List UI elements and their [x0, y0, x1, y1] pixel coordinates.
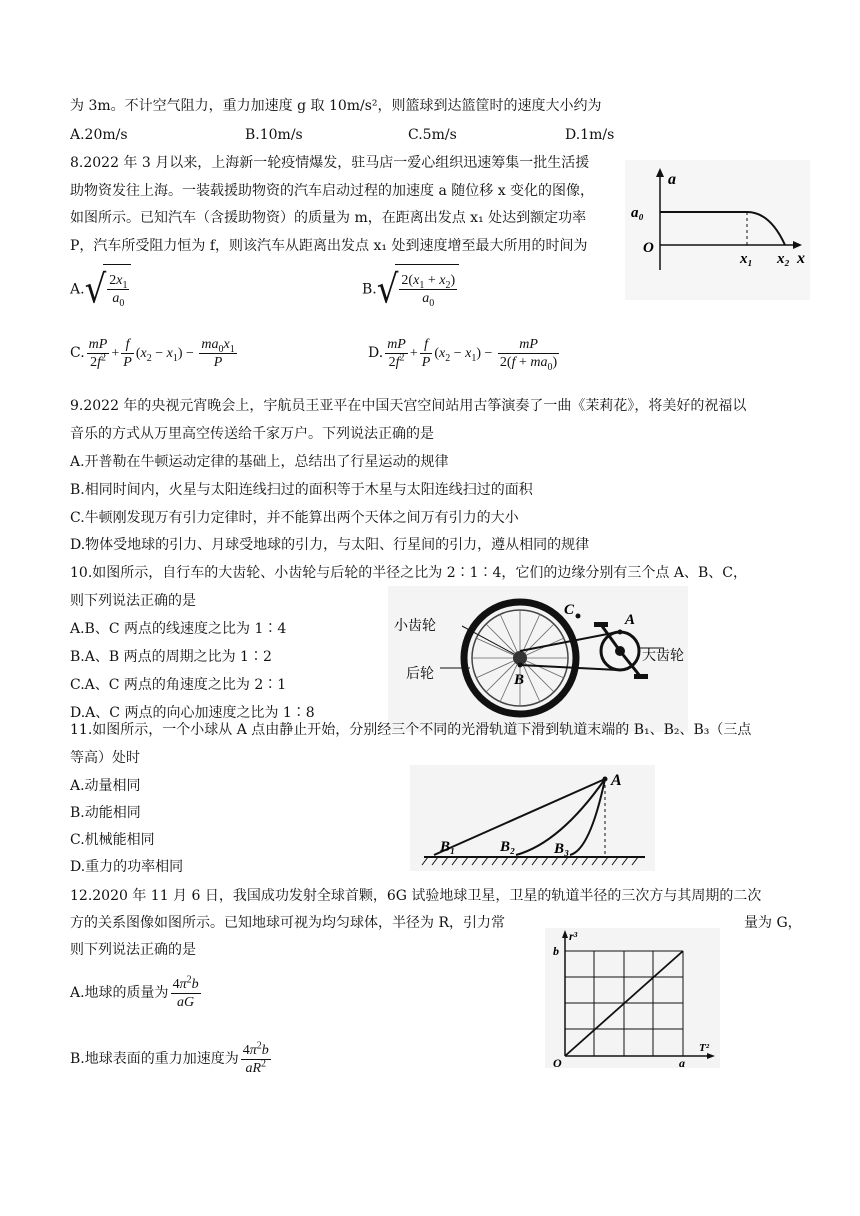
q8-formula-d: $\frac{mP}{2f^2}$ + $\frac{f}{P}$ $(x_2 - x_1)$ − $\frac{mP}{2(f + ma_0)}$ [387, 337, 558, 374]
q8-formula-a: √ $\frac{2x_1}{a_0}$ [85, 264, 132, 315]
q12-b-label: b [553, 944, 559, 958]
q10-big-gear-label: 大齿轮 [642, 649, 684, 664]
q8-x-label: x [797, 250, 805, 267]
q12-formula-a: $\frac{4\pi^2b}{aG}$ [172, 974, 199, 1011]
q12-stem-line3: 则下列说法正确的是 [70, 942, 196, 958]
q8-acceleration-graph [625, 160, 810, 300]
q8-option-a[interactable] [70, 264, 131, 314]
q7-stem: 为 3m。不计空气阻力，重力加速度 g 取 10m/s²，则篮球到达篮筐时的速度大小约为 [70, 98, 602, 114]
q7-option-c[interactable]: C.5m/s [408, 127, 457, 143]
q12-y-label: r³ [569, 929, 578, 943]
q12-stem-line1: 12.2020 年 11 月 6 日，我国成功发射全球首颗，6G 试验地球卫星，卫星的轨道半径的三次方与其周期的二次 [70, 888, 762, 904]
q8-stem-line4: P，汽车所受阻力恒为 f，则该汽车从距离出发点 x₁ 处到速度增至最大所用的时间为 [70, 238, 588, 254]
q11-option-c[interactable]: C.机械能相同 [70, 832, 155, 848]
q10-small-gear-label: 小齿轮 [394, 619, 436, 634]
q11-track-figure [410, 765, 655, 871]
q11-stem-line2: 等高）处时 [70, 750, 140, 766]
q9-stem-line1: 9.2022 年的央视元宵晚会上，宇航员王亚平在中国天宫空间站用古筝演奏了一曲《茉莉花》，将美好的祝福以 [70, 398, 747, 414]
q12-r3-t2-graph [545, 928, 720, 1068]
q10-option-c[interactable]: C.A、C 两点的角速度之比为 2∶1 [70, 677, 287, 693]
q11-label-b2: B₂ [500, 839, 516, 855]
q11-label-a: A [611, 772, 622, 789]
q11-option-d[interactable]: D.重力的功率相同 [70, 859, 184, 875]
q7-option-a[interactable]: A.20m/s [70, 127, 128, 143]
q10-rear-wheel-label: 后轮 [406, 667, 434, 682]
q8-origin-label: O [643, 240, 654, 256]
q7-option-b[interactable]: B.10m/s [245, 127, 303, 143]
q8-y-label: a [668, 171, 676, 188]
q11-label-b1: B₁ [440, 839, 456, 855]
q8-x2-label: x₂ [777, 251, 790, 267]
q8-stem-line1: 8.2022 年 3 月以来，上海新一轮疫情爆发，驻马店一爱心组织迅速筹集一批生活援 [70, 155, 590, 171]
q8-a0-label: a₀ [631, 205, 644, 221]
q9-stem-line2: 音乐的方式从万里高空传送给千家万户。下列说法正确的是 [70, 426, 434, 442]
q10-bicycle-figure [388, 586, 688, 732]
q12-formula-b: $\frac{4\pi^2b}{aR^2}$ [242, 1040, 269, 1077]
q9-option-d[interactable]: D.物体受地球的引力、月球受地球的引力，与太阳、行星间的引力，遵从相同的规律 [70, 537, 590, 553]
q12-origin-label: O [553, 1056, 562, 1068]
q8-stem-line3: 如图所示。已知汽车（含援助物资）的质量为 m，在距离出发点 x₁ 处达到额定功率 [70, 210, 587, 226]
q8-option-b-label: B. [362, 281, 377, 298]
q12-option-b-label: B.地球表面的重力加速度为 [70, 1051, 239, 1067]
q8-option-a-label: A. [70, 281, 85, 298]
q8-option-c-label: C. [70, 345, 85, 361]
q8-x1-label: x₁ [740, 251, 753, 267]
q11-option-b[interactable]: B.动能相同 [70, 805, 141, 821]
q12-x-label: T² [699, 1042, 710, 1054]
q11-stem-line1: 11.如图所示，一个小球从 A 点由静止开始，分别经三个不同的光滑轨道下滑到轨道末端的 B₁、B₂、B₃（三点 [70, 722, 752, 738]
q10-option-a[interactable]: A.B、C 两点的线速度之比为 1∶4 [70, 621, 287, 637]
q10-point-c: C [564, 602, 575, 618]
q12-option-a-label: A.地球的质量为 [70, 985, 169, 1001]
q8-formula-b: √ $\frac{2(x_1 + x_2)}{a_0}$ [377, 264, 459, 315]
q10-option-b[interactable]: B.A、B 两点的周期之比为 1∶2 [70, 649, 272, 665]
q8-option-c[interactable] [70, 330, 239, 376]
q12-stem-line2a: 方的关系图像如图所示。已知地球可视为均匀球体，半径为 R，引力常 [70, 915, 505, 931]
q12-option-a[interactable] [70, 970, 203, 1016]
q12-option-b[interactable] [70, 1036, 273, 1082]
q8-option-d-label: D. [368, 345, 384, 361]
q8-option-d[interactable] [368, 330, 561, 376]
q12-a-label: a [679, 1056, 685, 1068]
q8-formula-c: $\frac{mP}{2f^2}$ + $\frac{f}{P}$ $(x_2 - x_1)$ − $\frac{ma_0x_1}{P}$ [88, 337, 235, 371]
q10-point-b: B [514, 672, 525, 688]
q8-option-b[interactable] [362, 264, 459, 314]
q10-stem-line1: 10.如图所示，自行车的大齿轮、小齿轮与后轮的半径之比为 2∶1∶4，它们的边缘分别有三个点 A、B、C， [70, 565, 747, 581]
q11-label-b3: B₃ [554, 841, 570, 857]
q10-stem-line2: 则下列说法正确的是 [70, 593, 196, 609]
q9-option-c[interactable]: C.牛顿刚发现万有引力定律时，并不能算出两个天体之间万有引力的大小 [70, 510, 519, 526]
q12-stem-line2b: 量为 G， [744, 915, 802, 931]
q11-option-a[interactable]: A.动量相同 [70, 778, 141, 794]
q9-option-b[interactable]: B.相同时间内，火星与太阳连线扫过的面积等于木星与太阳连线扫过的面积 [70, 482, 533, 498]
q9-option-a[interactable]: A.开普勒在牛顿运动定律的基础上，总结出了行星运动的规律 [70, 454, 449, 470]
q7-option-d[interactable]: D.1m/s [565, 127, 615, 143]
q10-point-a: A [625, 612, 636, 628]
q10-option-d[interactable]: D.A、C 两点的向心加速度之比为 1∶8 [70, 705, 315, 721]
q8-stem-line2: 助物资发往上海。一装载援助物资的汽车启动过程的加速度 a 随位移 x 变化的图像， [70, 183, 595, 199]
